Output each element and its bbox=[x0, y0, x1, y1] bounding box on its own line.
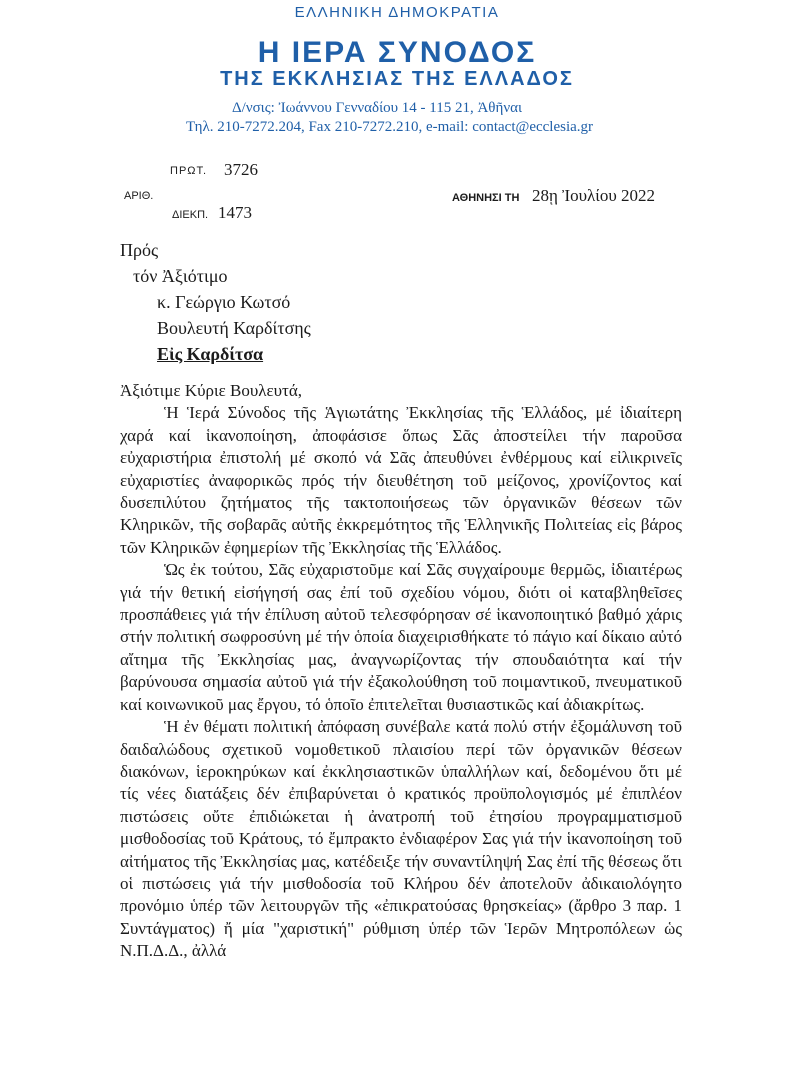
paragraph-1: Ἡ Ἱερά Σύνοδος τῆς Ἁγιωτάτης Ἐκκλησίας τῆς Ἑλλάδος, μέ ἰδιαίτερη χαρά καί ἱκανοποίηση, ἀποφάσισε ὅπως Σᾶς ἀποστείλει τήν παροῦσα εὐχαριστήρια ἐπιστολή μέ σκοπό νά Σᾶς ἀπευθύνει ἐνθέρμους καί εἰλικρινεῖς εὐχαριστίες ἀναφορικῶς πρός τήν διευθέτηση τοῦ μείζονος, χρονίζοντος καί δυσεπιλύτου ζητήματος τῆς τακτοποιήσεως τῶν ὀργανικῶν θέσεων τῶν Κληρικῶν, τῆς σοβαρᾶς αὐτῆς ἐκκρεμότητος τῆς Ἑλληνικῆς Πολιτείας εἰς βάρος τῶν Κληρικῶν ἐφημερίων τῆς Ἐκκλησίας τῆς Ἑλλάδος. bbox=[120, 403, 682, 557]
letterhead-address: Δ/νσις: Ἰωάννου Γενναδίου 14 - 115 21, Ἀθῆναι bbox=[232, 100, 523, 116]
dispatch-number: 1473 bbox=[218, 203, 252, 222]
paragraph-3: Ἡ ἐν θέματι πολιτική ἀπόφαση συνέβαλε κατά πολύ στήν ἐξομάλυνση τοῦ δαιδαλώδους σχετικοῦ νομοθετικοῦ πλαισίου περί τῶν ὀργανικῶν θέσεων διακόνων, ἱεροκηρύκων καί ἐκκλησιαστικῶν ὑπαλλήλων καί, δεδομένου ὅτι μέ τίς νέες διατάξεις δέν ἐπιβαρύνεται ὁ κρατικός προϋπολογισμός μέ ἐπιπλέον πιστώσεις οὔτε ἐπιδιώκεται ἡ ἀνατροπή τοῦ ἐτησίου προγραμματισμοῦ μισθοδοσίας τοῦ Κράτους, τό ἔμπρακτο ἐνδιαφέρον Σας γιά τήν ἱκανοποίηση τοῦ αἰτήματος τῆς Ἐκκλησίας μας, κατέδειξε τήν συναντίληψή Σας ἐπί τῆς θέσεως ὅτι οἱ πιστώσεις γιά τήν μισθοδοσία τοῦ Κλήρου δέν ἀποτελοῦν ἀδικαιολόγητο προνόμιο ὑπέρ τῶν λειτουργῶν τῆς «ἐπικρατούσας θρησκείας» (ἄρθρο 3 παρ. 1 Συντάγματος) ἤ μία "χαριστική" ρύθμιση ὑπέρ τῶν Ἱερῶν Μητροπόλεων ὡς Ν.Π.Δ.Δ., ἀλλά bbox=[120, 717, 682, 961]
recipient-role: Βουλευτή Καρδίτσης bbox=[157, 318, 311, 338]
recipient-name: κ. Γεώργιο Κωτσό bbox=[157, 292, 291, 312]
recipient-to: Πρός bbox=[120, 240, 159, 260]
date-value: 28ῃ Ἰουλίου 2022 bbox=[532, 186, 656, 205]
salutation: Ἀξιότιμε Κύριε Βουλευτά, bbox=[120, 381, 303, 400]
number-label: ΑΡΙΘ. bbox=[124, 190, 154, 202]
letter-body bbox=[120, 380, 682, 963]
letterhead-contact: Τηλ. 210-7272.204, Fax 210-7272.210, e-mail: contact@ecclesia.gr bbox=[186, 119, 594, 135]
recipient-place: Εἰς Καρδίτσα bbox=[157, 344, 264, 364]
dispatch-label: ΔΙΕΚΠ. bbox=[172, 209, 209, 221]
letterhead-subtitle: ΤΗΣ ΕΚΚΛΗΣΙΑΣ ΤΗΣ ΕΛΛΑΔΟΣ bbox=[220, 68, 574, 90]
protocol-number: 3726 bbox=[224, 160, 258, 179]
paragraph-2: Ὡς ἐκ τούτου, Σᾶς εὐχαριστοῦμε καί Σᾶς συγχαίρουμε θερμῶς, ἰδιαιτέρως γιά τήν θετική εἰσήγησή σας ἐπί τοῦ σχεδίου νόμου, διότι οἱ καταβληθεῖσες προσπάθειες γιά τήν ἐπίλυση αὐτοῦ τελεσφόρησαν σέ ἱκανοποιητικό βαθμό χάρις στήν πολιτική σωφροσύνη μέ τήν ὁποία διαχειρισθήκατε τό πάγιο καί δίκαιο αὐτό αἴτημα τῆς Ἐκκλησίας μας, ἀναγνωρίζοντας τήν σπουδαιότητα καί τήν βαρύνουσα σημασία αὐτοῦ γιά τήν ἐξακολούθηση τοῦ ποιμαντικοῦ, πνευματικοῦ καί κοινωνικοῦ μας ἔργου, τό ὁποῖο ἐπιτελεῖται θυσιαστικῶς καί ἀδιακρίτως. bbox=[120, 560, 682, 714]
republic-heading: ΕΛΛΗΝΙΚΗ ΔΗΜΟΚΡΑΤΙΑ bbox=[294, 4, 500, 21]
recipient-honorific: τόν Ἀξιότιμο bbox=[133, 266, 228, 286]
protocol-label: ΠΡΩΤ. bbox=[170, 165, 208, 177]
date-label: ΑΘΗΝΗΣΙ ΤΗ bbox=[452, 192, 520, 204]
letterhead-title: Η ΙΕΡΑ ΣΥΝΟΔΟΣ bbox=[257, 36, 537, 69]
